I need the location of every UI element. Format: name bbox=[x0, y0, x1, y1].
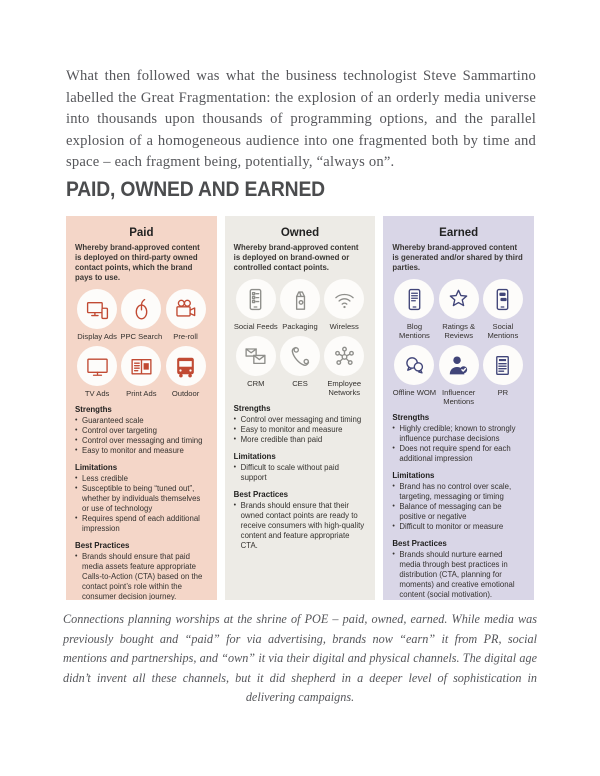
icon-cell bbox=[392, 279, 436, 340]
strengths-section bbox=[392, 413, 525, 464]
social-feeds-icon bbox=[243, 287, 268, 312]
strengths-heading: Strengths bbox=[392, 413, 430, 422]
crm-icon bbox=[243, 344, 268, 369]
strengths-section bbox=[234, 404, 367, 445]
list-item: • Brands should ensure that paid media assets feature appropriate Calls-to-Action (CTA) based on the contact point’s role within the consumer decision journey. bbox=[75, 552, 208, 600]
icon-circle bbox=[121, 346, 161, 386]
icon-cell bbox=[119, 289, 163, 341]
icon-circle bbox=[324, 336, 364, 376]
strengths-section bbox=[75, 405, 208, 456]
list-item: • Highly credible; known to strongly influence purchase decisions bbox=[392, 424, 525, 444]
list-item: • Guaranteed scale bbox=[75, 416, 208, 426]
icon-cell bbox=[322, 279, 366, 331]
icon-label: Print Ads bbox=[126, 389, 157, 398]
limitations-section bbox=[75, 463, 208, 534]
list-item: • Control over messaging and timing bbox=[234, 415, 367, 425]
icon-circle bbox=[483, 345, 523, 385]
limitations-heading: Limitations bbox=[75, 463, 118, 472]
display-ads-icon bbox=[85, 297, 110, 322]
ces-icon bbox=[288, 344, 313, 369]
icon-label: Influencer Mentions bbox=[441, 388, 476, 406]
icon-circle bbox=[439, 345, 479, 385]
list-item: • Easy to monitor and measure bbox=[234, 425, 367, 435]
icon-circle bbox=[166, 346, 206, 386]
icon-label: Packaging bbox=[282, 322, 318, 331]
icon-label: Pre-roll bbox=[173, 332, 198, 341]
icon-label: CES bbox=[292, 379, 308, 388]
limitations-section bbox=[392, 471, 525, 532]
section-heading: PAID, OWNED AND EARNED bbox=[66, 178, 325, 201]
print-ads-icon bbox=[129, 354, 154, 379]
icon-label: TV Ads bbox=[84, 389, 110, 398]
list-item: • Susceptible to being “tuned out”, whether by individuals themselves or use of technology bbox=[75, 484, 208, 514]
icon-circle bbox=[324, 279, 364, 319]
owned-column-title: Owned bbox=[280, 227, 320, 239]
icon-circle bbox=[280, 336, 320, 376]
paid-column-title: Paid bbox=[129, 227, 154, 239]
icon-cell bbox=[392, 345, 436, 406]
best-practices-heading: Best Practices bbox=[392, 539, 447, 548]
list-item: • Brands should ensure that their owned contact points are ready to receive consumers with high-quality content and feature appropriate CTA. bbox=[234, 501, 367, 551]
icon-cell bbox=[163, 289, 207, 341]
ratings-reviews-icon bbox=[446, 287, 471, 312]
owned-icon-grid bbox=[234, 279, 367, 397]
icon-label: Employee Networks bbox=[327, 379, 362, 397]
list-item: • More credible than paid bbox=[234, 435, 367, 445]
tv-ads-icon bbox=[85, 354, 110, 379]
icon-label: PPC Search bbox=[120, 332, 163, 341]
icon-circle bbox=[236, 336, 276, 376]
list-item: • Difficult to scale without paid support bbox=[234, 463, 367, 483]
icon-circle bbox=[121, 289, 161, 329]
pr-icon bbox=[490, 353, 515, 378]
owned-column bbox=[225, 216, 376, 600]
list-item: • Control over targeting bbox=[75, 426, 208, 436]
limitations-section bbox=[234, 452, 367, 483]
icon-label: Outdoor bbox=[171, 389, 200, 398]
figure-caption: Connections planning worships at the shrine of POE – paid, owned, earned. While media was previously bought and “paid” for via advertising, brands now “earn” it from PR, social mentions and partnerships, and “own” it via their digital and physical channels. The digital age didn’t invent all these channels, but it did shepherd in a deeper level of sophistication in delivering campaigns. bbox=[63, 612, 537, 704]
list-item: • Balance of messaging can be positive or negative bbox=[392, 502, 525, 522]
icon-cell bbox=[481, 345, 525, 406]
icon-label: Offline WOM bbox=[392, 388, 437, 397]
limitations-heading: Limitations bbox=[392, 471, 435, 480]
strengths-heading: Strengths bbox=[233, 404, 271, 413]
icon-label: Social Mentions bbox=[487, 322, 519, 340]
icon-cell bbox=[75, 346, 119, 398]
earned-column-description: Whereby brand-approved content is generated and/or shared by third parties. bbox=[392, 243, 523, 272]
wireless-icon bbox=[332, 287, 357, 312]
list-item: • Less credible bbox=[75, 474, 208, 484]
icon-label: PR bbox=[497, 388, 509, 397]
icon-cell bbox=[234, 336, 278, 397]
icon-cell bbox=[322, 336, 366, 397]
list-item: • Difficult to monitor or measure bbox=[392, 522, 525, 532]
best-practices-section bbox=[75, 541, 208, 600]
icon-label: CRM bbox=[247, 379, 265, 388]
packaging-icon bbox=[288, 287, 313, 312]
strengths-heading: Strengths bbox=[75, 405, 112, 414]
earned-column-title: Earned bbox=[439, 227, 479, 239]
paid-column-description: Whereby brand-approved content is deployed on third-party owned contact points, which the brand pays to use. bbox=[75, 243, 200, 282]
icon-cell bbox=[75, 289, 119, 341]
icon-cell bbox=[119, 346, 163, 398]
list-item: • Does not require spend for each additional impression bbox=[392, 444, 525, 464]
best-practices-section bbox=[234, 490, 367, 551]
best-practices-heading: Best Practices bbox=[233, 490, 289, 499]
icon-label: Display Ads bbox=[77, 332, 117, 341]
icon-circle bbox=[394, 279, 434, 319]
icon-label: Blog Mentions bbox=[399, 322, 430, 340]
icon-cell bbox=[163, 346, 207, 398]
icon-circle bbox=[77, 289, 117, 329]
limitations-heading: Limitations bbox=[233, 452, 276, 461]
employee-networks-icon bbox=[332, 344, 357, 369]
list-item: • Control over messaging and timing bbox=[75, 436, 208, 446]
best-practices-section bbox=[392, 539, 525, 600]
icon-circle bbox=[439, 279, 479, 319]
icon-circle bbox=[77, 346, 117, 386]
owned-column-description: Whereby brand-approved content is deployed on brand-owned or controlled contact points. bbox=[233, 243, 359, 272]
blog-mentions-icon bbox=[402, 287, 427, 312]
icon-cell bbox=[437, 345, 481, 406]
icon-cell bbox=[481, 279, 525, 340]
paid-icon-grid bbox=[75, 289, 208, 398]
list-item: • Requires spend of each additional impression bbox=[75, 514, 208, 534]
list-item: • Easy to monitor and measure bbox=[75, 446, 208, 456]
icon-cell bbox=[278, 336, 322, 397]
paid-column bbox=[66, 216, 217, 600]
social-mentions-icon bbox=[490, 287, 515, 312]
icon-cell bbox=[234, 279, 278, 331]
best-practices-heading: Best Practices bbox=[75, 541, 130, 550]
icon-circle bbox=[280, 279, 320, 319]
icon-label: Wireless bbox=[329, 322, 359, 331]
icon-circle bbox=[166, 289, 206, 329]
influencer-mentions-icon bbox=[446, 353, 471, 378]
icon-circle bbox=[236, 279, 276, 319]
outdoor-icon bbox=[173, 354, 198, 379]
list-item: • Brands should nurture earned media through best practices in distribution (CTA, planning for moments) and creative emotional content (social motivation). bbox=[392, 550, 525, 600]
offline-wom-icon bbox=[402, 353, 427, 378]
icon-label: Social Feeds bbox=[233, 322, 278, 331]
icon-cell bbox=[437, 279, 481, 340]
icon-label: Ratings & Reviews bbox=[442, 322, 476, 340]
intro-paragraph: What then followed was what the business technologist Steve Sammartino labelled the Great Fragmentation: the explosion of an orderly media universe into thousands upon thousands of programming options, and the parallel explosion of a homogeneous audience into one fragmented both by time and space – each fragment being, potentially, “always on”. bbox=[66, 68, 536, 170]
ppc-search-icon bbox=[129, 297, 154, 322]
icon-cell bbox=[278, 279, 322, 331]
icon-circle bbox=[483, 279, 523, 319]
list-item: • Brand has no control over scale, targeting, messaging or timing bbox=[392, 482, 525, 502]
earned-icon-grid bbox=[392, 279, 525, 406]
poe-columns bbox=[66, 216, 534, 600]
earned-column bbox=[383, 216, 534, 600]
icon-circle bbox=[394, 345, 434, 385]
pre-roll-icon bbox=[173, 297, 198, 322]
